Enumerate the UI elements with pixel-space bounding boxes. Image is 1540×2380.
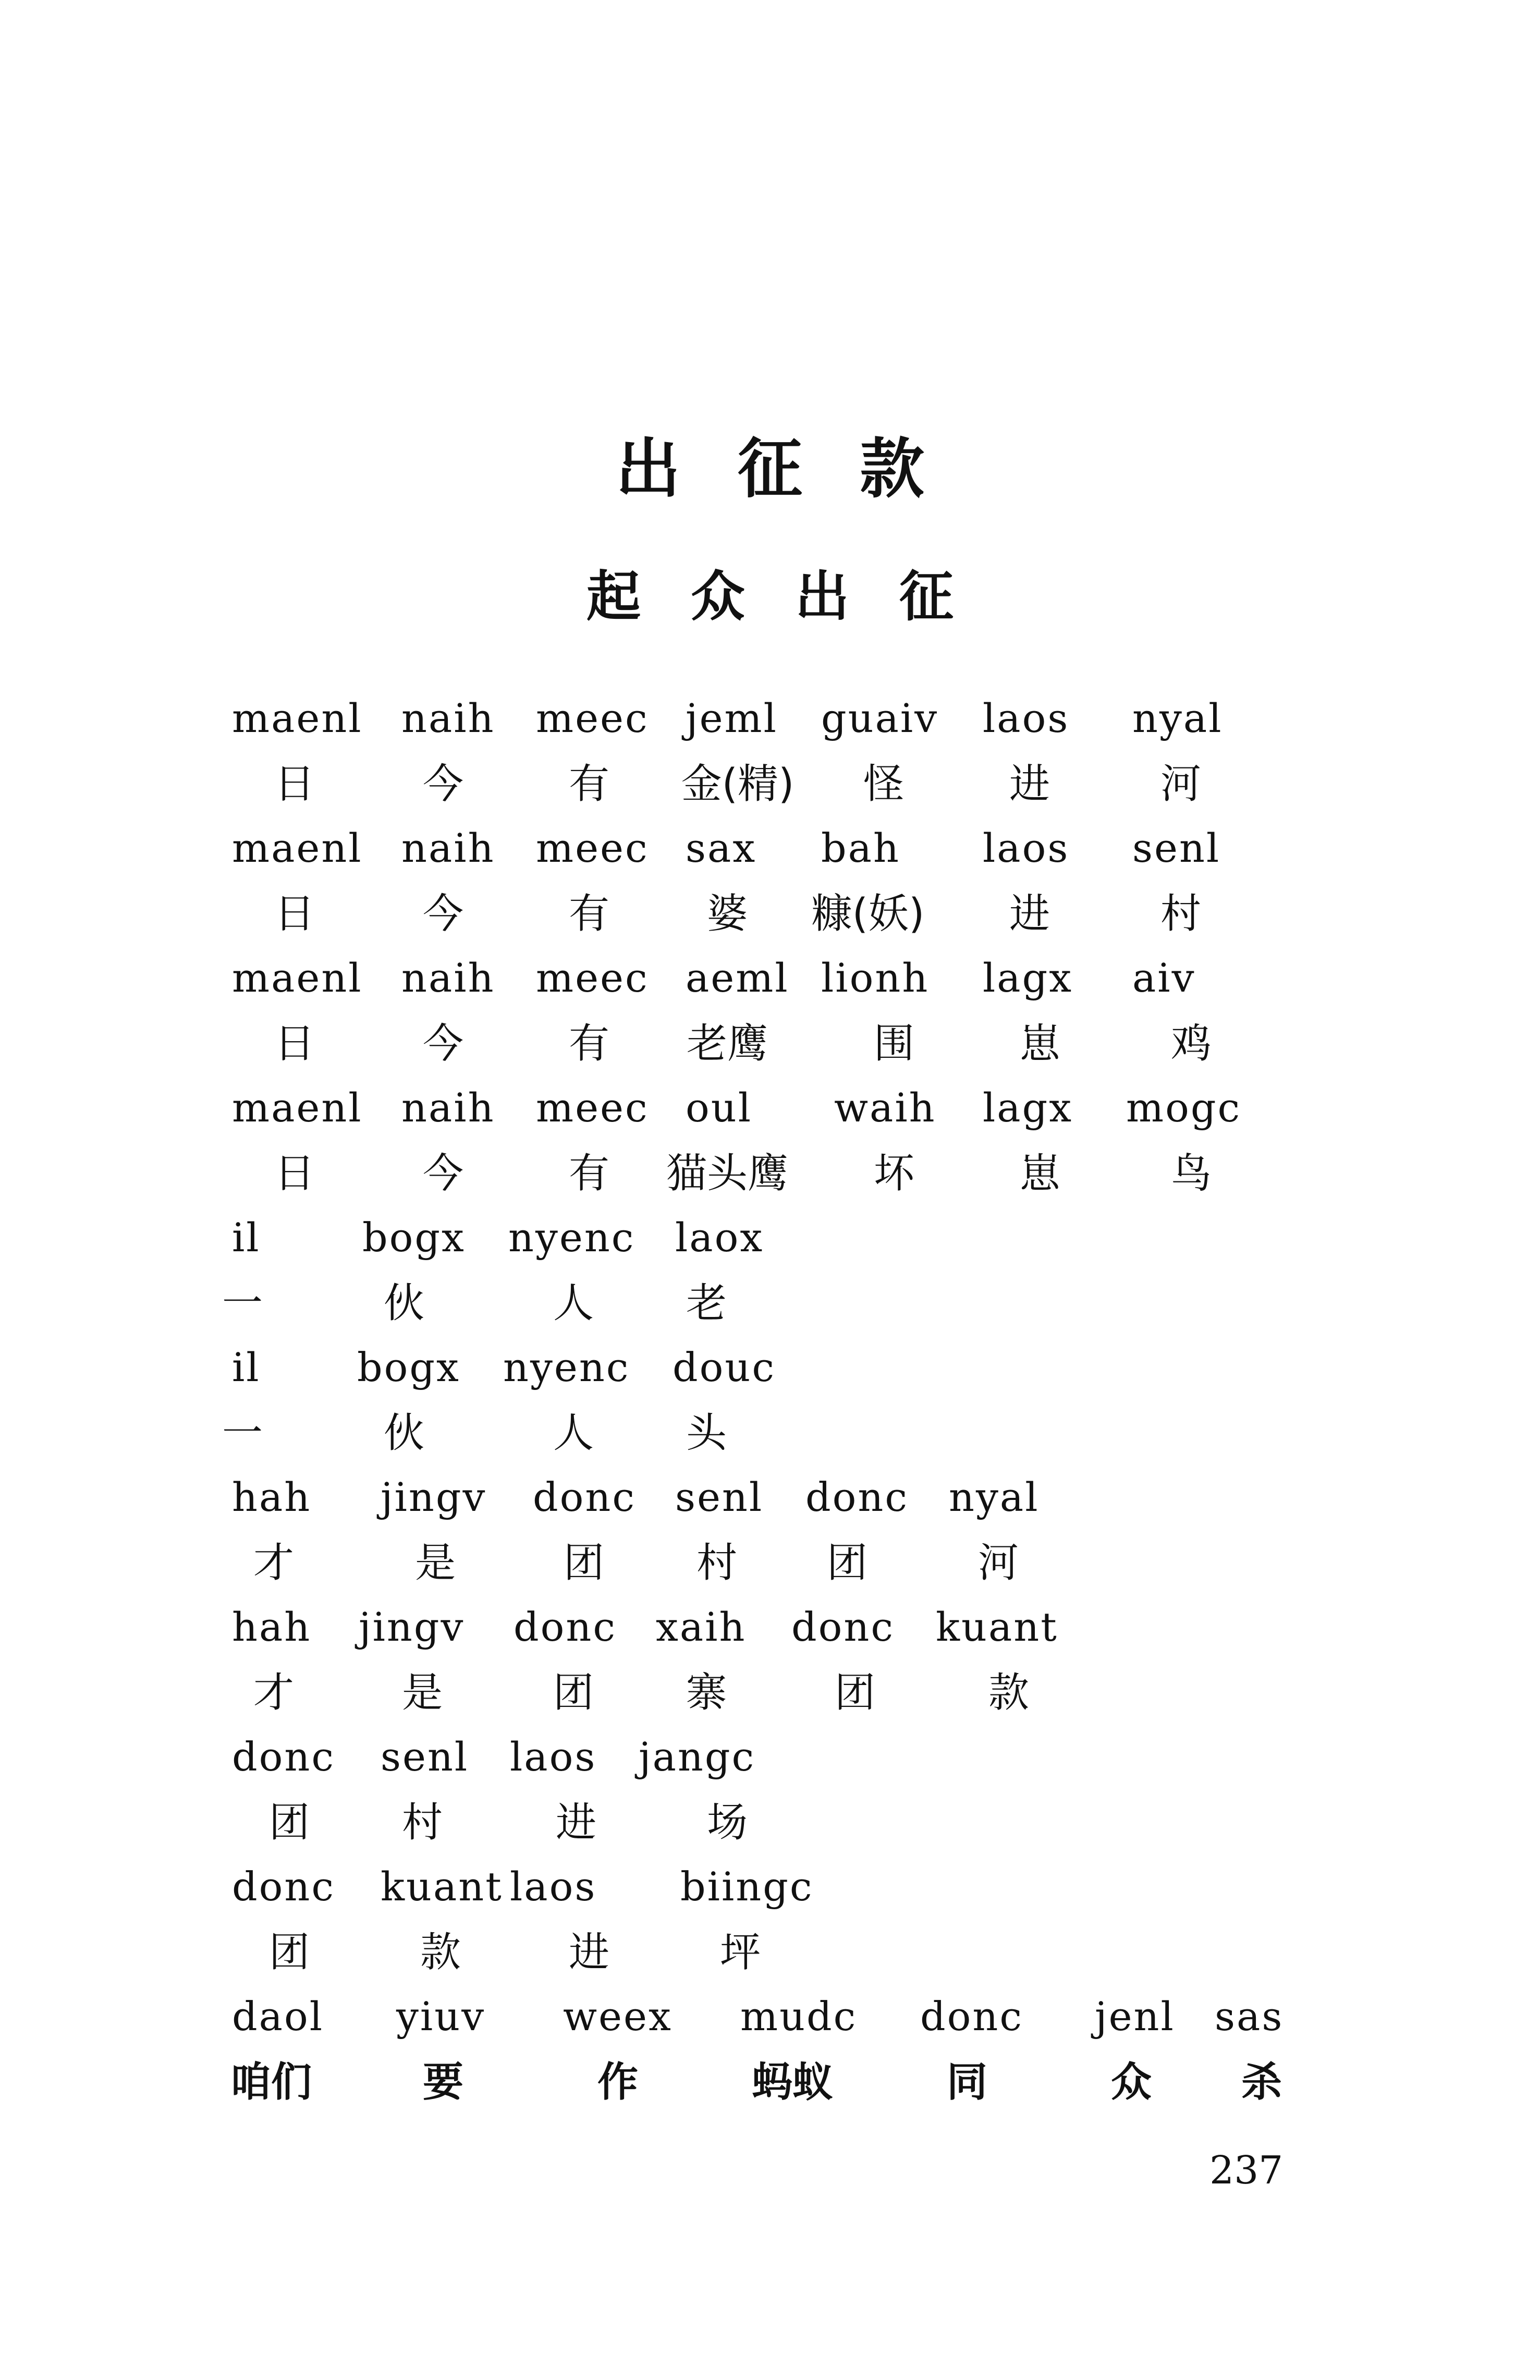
hanzi-word: 进 (568, 1929, 610, 1976)
hanzi-word: 今 (422, 1020, 464, 1067)
hanzi-word: 猫头鹰 (666, 1150, 789, 1197)
hanzi-line (0, 1020, 1540, 1086)
pinyin-word: donc (791, 1604, 895, 1650)
pinyin-word: nyenc (503, 1344, 630, 1390)
pinyin-word: donc (232, 1734, 335, 1780)
pinyin-word: maenl (232, 695, 363, 741)
hanzi-word: 崽 (1019, 1020, 1061, 1067)
pinyin-word: mudc (740, 1993, 858, 2040)
hanzi-word: 今 (422, 890, 464, 937)
hanzi-word: 团 (268, 1929, 310, 1976)
pinyin-word: naih (401, 695, 495, 741)
pinyin-word: waih (834, 1084, 936, 1131)
pinyin-word: hah (232, 1474, 312, 1520)
hanzi-word: 人 (553, 1410, 594, 1457)
pinyin-word: meec (536, 825, 649, 871)
pinyin-word: nyal (1132, 695, 1223, 741)
pinyin-word: aiv (1132, 955, 1196, 1001)
hanzi-word: 团 (834, 1669, 876, 1716)
section-title: 起众出征 (586, 565, 1004, 628)
hanzi-word: 有 (568, 761, 610, 808)
pinyin-word: laos (983, 695, 1070, 741)
pinyin-word: jingv (381, 1474, 487, 1520)
hanzi-word: 崽 (1019, 1150, 1061, 1197)
pinyin-word: bah (821, 825, 900, 871)
pinyin-line (0, 1474, 1540, 1540)
pinyin-line (0, 1344, 1540, 1410)
hanzi-word: 伙 (383, 1410, 425, 1457)
hanzi-line (0, 1540, 1540, 1605)
pinyin-word: hah (232, 1604, 312, 1650)
pinyin-word: donc (805, 1474, 909, 1520)
hanzi-word: 头 (686, 1410, 727, 1457)
hanzi-word: 河 (1160, 761, 1202, 808)
pinyin-word: naih (401, 825, 495, 871)
pinyin-line (0, 1734, 1540, 1800)
hanzi-word: 坪 (719, 1929, 761, 1976)
pinyin-line (0, 1084, 1540, 1151)
pinyin-word: donc (514, 1604, 617, 1650)
pinyin-line (0, 825, 1540, 891)
pinyin-word: weex (563, 1993, 673, 2040)
hanzi-word: 进 (555, 1799, 597, 1846)
pinyin-word: jingv (359, 1604, 465, 1650)
pinyin-word: biingc (680, 1863, 814, 1910)
hanzi-word: 才 (253, 1540, 295, 1586)
pinyin-word: donc (920, 1993, 1023, 2040)
hanzi-word: 有 (568, 1020, 610, 1067)
pinyin-word: guaiv (821, 695, 939, 741)
pinyin-word: daol (232, 1993, 324, 2040)
pinyin-word: meec (536, 1084, 649, 1131)
hanzi-word: 金(精) (681, 761, 795, 808)
pinyin-word: jangc (639, 1734, 756, 1780)
hanzi-word: 今 (422, 1150, 464, 1197)
pinyin-line (0, 1604, 1540, 1670)
pinyin-line (0, 1214, 1540, 1280)
pinyin-word: maenl (232, 1084, 363, 1131)
hanzi-word: 有 (568, 890, 610, 937)
pinyin-word: laos (510, 1863, 597, 1910)
pinyin-word: bogx (362, 1214, 466, 1261)
hanzi-word: 日 (274, 1020, 315, 1067)
hanzi-word: 才 (253, 1669, 295, 1716)
pinyin-line (0, 955, 1540, 1021)
pinyin-word: bogx (357, 1344, 460, 1390)
hanzi-word: 同 (946, 2059, 988, 2106)
hanzi-word: 日 (274, 890, 315, 937)
pinyin-word: naih (401, 955, 495, 1001)
page-title: 出征款 (615, 432, 982, 507)
hanzi-word: 一 (222, 1410, 263, 1457)
hanzi-word: 老鹰 (686, 1020, 768, 1067)
pinyin-word: aeml (686, 955, 789, 1001)
pinyin-word: kuant (936, 1604, 1058, 1650)
hanzi-line (0, 1410, 1540, 1475)
hanzi-word: 日 (274, 761, 315, 808)
hanzi-word: 糠(妖) (811, 890, 925, 937)
hanzi-word: 场 (706, 1799, 748, 1846)
hanzi-word: 团 (553, 1669, 594, 1716)
pinyin-word: jeml (686, 695, 778, 741)
hanzi-word: 一 (222, 1280, 263, 1327)
hanzi-word: 团 (268, 1799, 310, 1846)
hanzi-word: 今 (422, 761, 464, 808)
pinyin-word: sax (686, 825, 757, 871)
pinyin-word: laos (510, 1734, 597, 1780)
pinyin-word: nyenc (508, 1214, 635, 1261)
hanzi-word: 村 (696, 1540, 738, 1586)
pinyin-word: lionh (821, 955, 930, 1001)
pinyin-word: nyal (949, 1474, 1040, 1520)
pinyin-word: senl (1132, 825, 1221, 871)
hanzi-word: 款 (988, 1669, 1030, 1716)
pinyin-line (0, 1863, 1540, 1930)
pinyin-word: senl (675, 1474, 764, 1520)
pinyin-word: lagx (983, 955, 1073, 1001)
hanzi-word: 老 (686, 1280, 727, 1327)
hanzi-word: 婆 (706, 890, 748, 937)
pinyin-word: jenl (1095, 1993, 1175, 2040)
hanzi-word: 村 (1160, 890, 1202, 937)
hanzi-word: 进 (1009, 761, 1050, 808)
hanzi-word: 咱们 (230, 2059, 312, 2106)
pinyin-word: yiuv (396, 1993, 486, 2040)
pinyin-word: senl (381, 1734, 469, 1780)
hanzi-line (0, 1669, 1540, 1735)
hanzi-word: 作 (597, 2059, 639, 2106)
hanzi-word: 团 (563, 1540, 605, 1586)
pinyin-word: meec (536, 695, 649, 741)
pinyin-word: xaih (656, 1604, 747, 1650)
pinyin-line (0, 695, 1540, 761)
pinyin-word: donc (232, 1863, 335, 1910)
hanzi-line (0, 2059, 1540, 2125)
pinyin-word: lagx (983, 1084, 1073, 1131)
hanzi-word: 鸟 (1170, 1150, 1212, 1197)
hanzi-word: 要 (422, 2059, 464, 2106)
pinyin-word: maenl (232, 825, 363, 871)
hanzi-word: 河 (977, 1540, 1019, 1586)
pinyin-word: maenl (232, 955, 363, 1001)
hanzi-word: 众 (1110, 2059, 1152, 2106)
hanzi-word: 是 (401, 1669, 443, 1716)
hanzi-word: 日 (274, 1150, 315, 1197)
hanzi-word: 坏 (873, 1150, 915, 1197)
pinyin-word: naih (401, 1084, 495, 1131)
hanzi-word: 人 (553, 1280, 594, 1327)
pinyin-word: oul (686, 1084, 753, 1131)
hanzi-word: 伙 (383, 1280, 425, 1327)
hanzi-word: 鸡 (1170, 1020, 1212, 1067)
hanzi-word: 有 (568, 1150, 610, 1197)
hanzi-word: 寨 (686, 1669, 727, 1716)
hanzi-word: 团 (826, 1540, 868, 1586)
pinyin-word: il (232, 1344, 261, 1390)
hanzi-line (0, 1150, 1540, 1216)
pinyin-word: il (232, 1214, 261, 1261)
hanzi-line (0, 1799, 1540, 1865)
pinyin-word: sas (1215, 1993, 1284, 2040)
hanzi-line (0, 890, 1540, 956)
hanzi-word: 杀 (1241, 2059, 1282, 2106)
hanzi-line (0, 761, 1540, 826)
page-number: 237 (1209, 2148, 1284, 2193)
pinyin-word: donc (533, 1474, 636, 1520)
hanzi-word: 是 (414, 1540, 456, 1586)
pinyin-word: laos (983, 825, 1070, 871)
pinyin-word: mogc (1126, 1084, 1242, 1131)
hanzi-word: 款 (420, 1929, 461, 1976)
hanzi-line (0, 1929, 1540, 1995)
pinyin-word: laox (675, 1214, 764, 1261)
hanzi-word: 蚂蚁 (751, 2059, 834, 2106)
pinyin-word: meec (536, 955, 649, 1001)
hanzi-word: 村 (401, 1799, 443, 1846)
hanzi-word: 围 (873, 1020, 915, 1067)
hanzi-line (0, 1280, 1540, 1346)
hanzi-word: 进 (1009, 890, 1050, 937)
pinyin-word: douc (673, 1344, 776, 1390)
hanzi-word: 怪 (863, 761, 905, 808)
pinyin-word: kuant (381, 1863, 503, 1910)
pinyin-line (0, 1993, 1540, 2059)
